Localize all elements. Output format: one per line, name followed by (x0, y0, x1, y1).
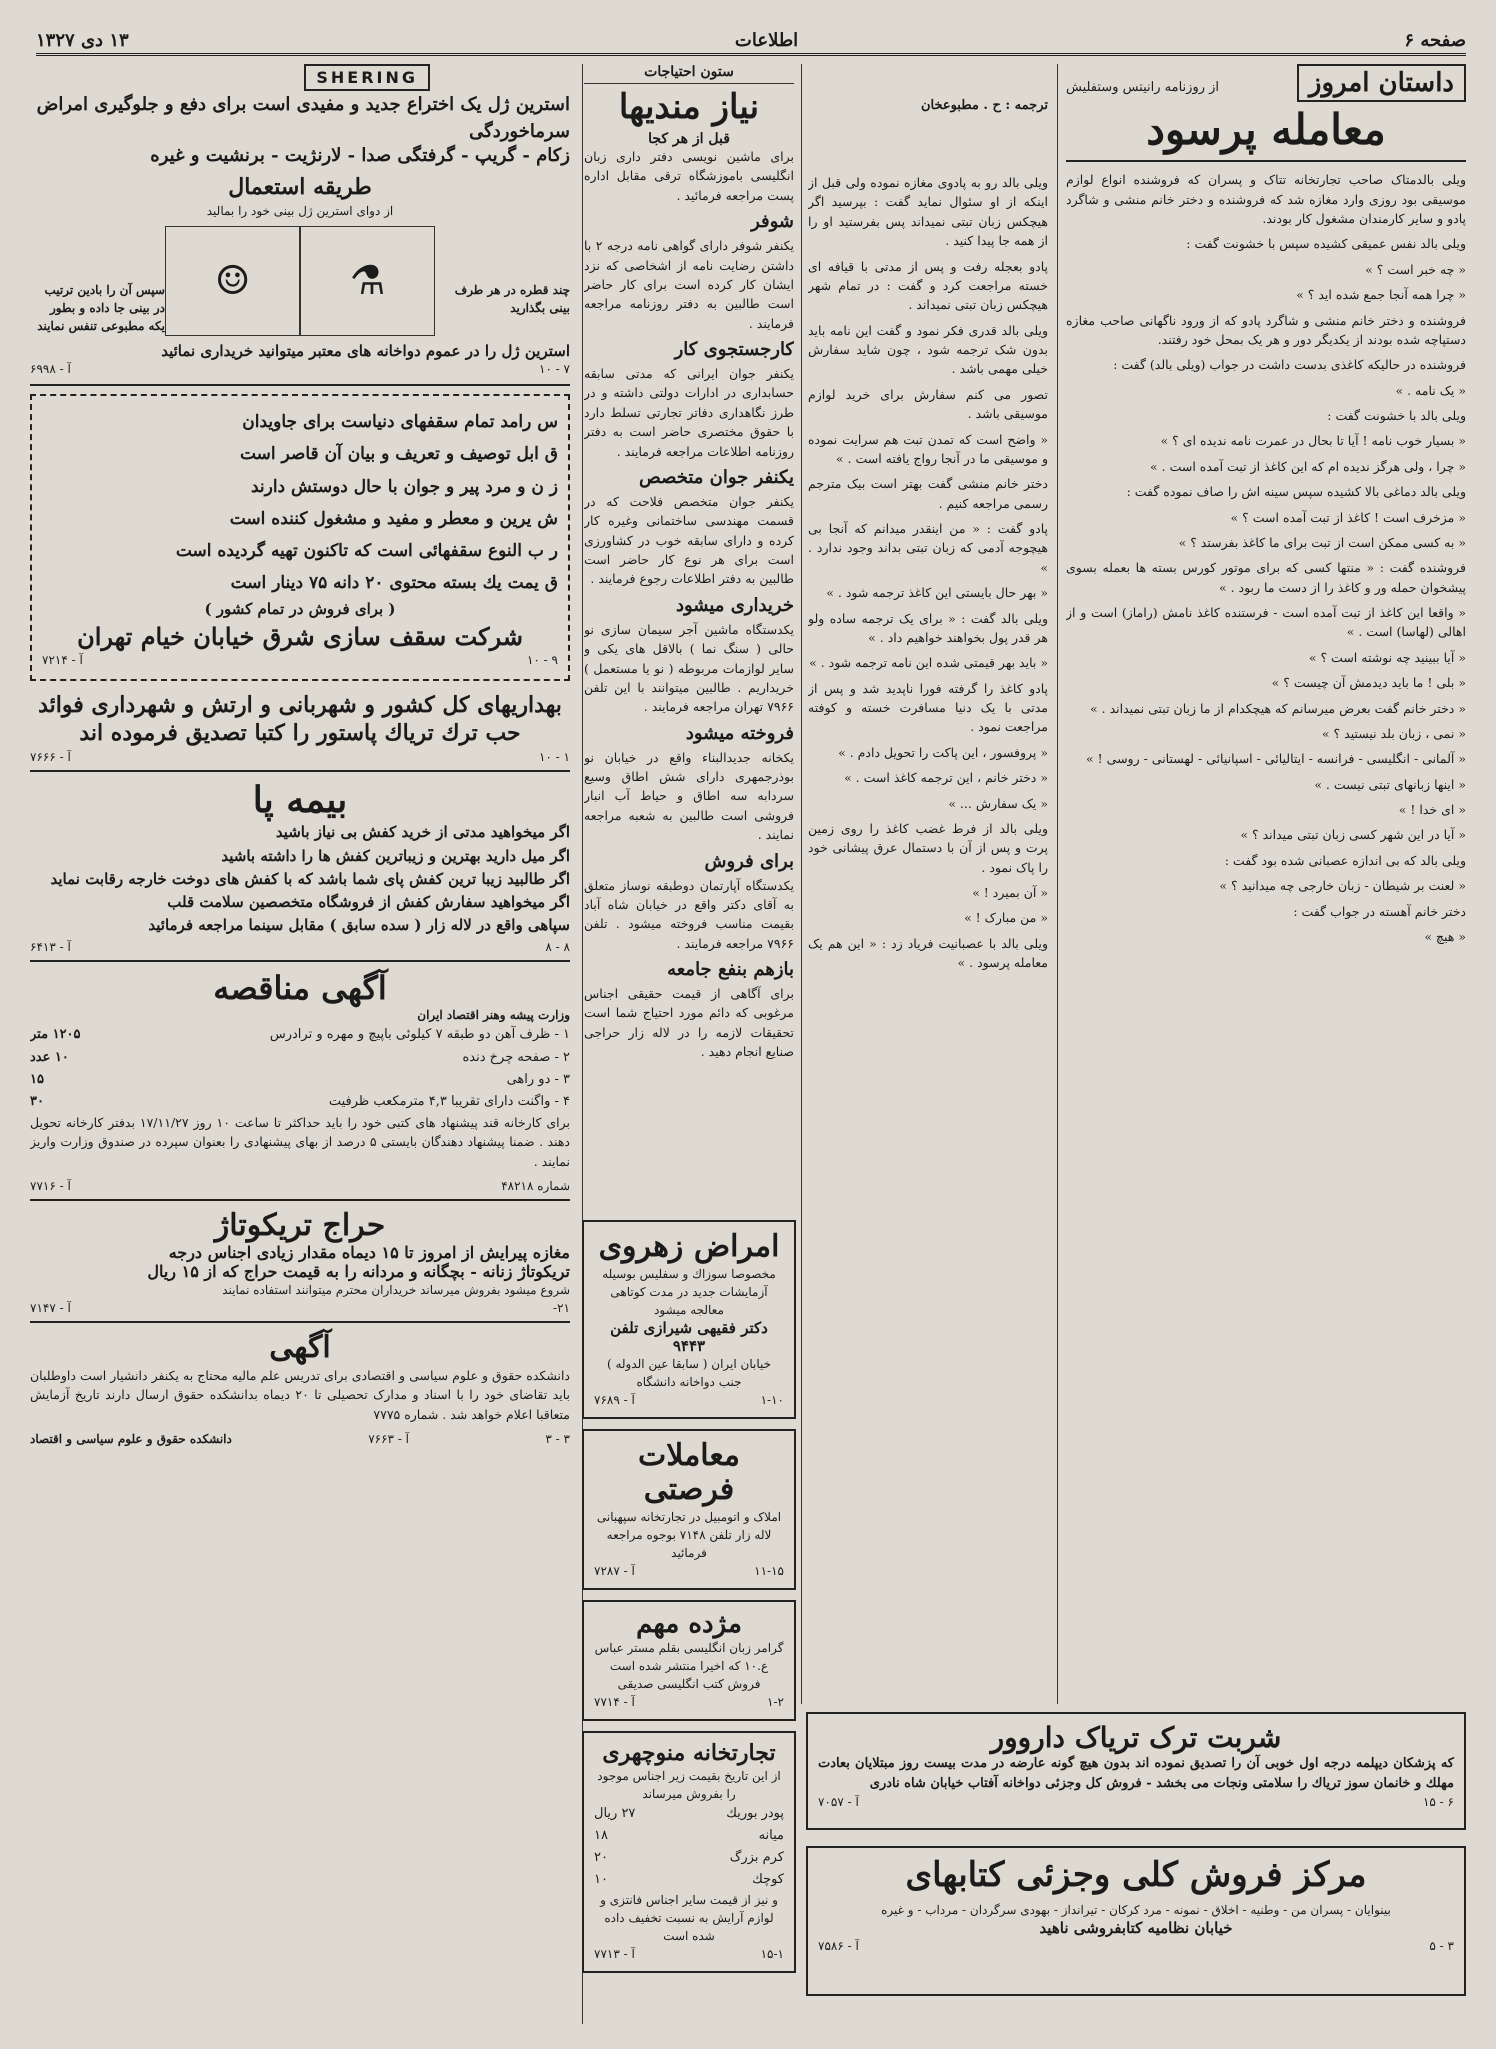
page-number: صفحه ۶ (1404, 30, 1466, 51)
nose-icon: ☺ (165, 226, 300, 336)
good-news-ref: آ - ۷۷۱۴ (594, 1695, 635, 1710)
sale-ad (30, 1209, 570, 1324)
aspirin-ad (30, 64, 570, 386)
story-column (1066, 64, 1466, 1704)
deals-ref: آ - ۷۲۸۷ (594, 1563, 635, 1578)
sale-line3: شروع میشود بفروش میرساند خریداران محترم میتوانند استفاده نمایند (222, 1283, 570, 1298)
sale-title: حراج تریکوتاژ (214, 1207, 386, 1243)
story-paragraph: پادو بعجله رفت و پس از مدتی با قیافه ای خسته مراجعت کرد و گفت : در تمام شهر هیچکس زبان تبتی نمیداند . (808, 258, 1048, 313)
price-row (594, 1803, 784, 1825)
story-paragraph: ویلی بالد با عصبانیت فریاد زد : « این هم یک معامله پرسود . » (808, 935, 1048, 971)
column-rule (801, 64, 802, 1704)
story-paragraph: دختر خانم آهسته در جواب گفت : (1293, 903, 1466, 919)
tender-title: آگهی مناقصه (213, 968, 387, 1007)
roof-list (42, 406, 558, 600)
story-paragraph: « دختر خانم ، این ترجمه کاغذ است . » (844, 770, 1048, 786)
shop-code: ۱۵-۱ (760, 1947, 784, 1962)
story-paragraph: « بهر حال بایستی این کاغذ ترجمه شود . » (826, 585, 1048, 601)
shop-text: از این تاریخ بقیمت زیر اجناس موجود را بفروش میرساند (597, 1768, 781, 1801)
story-paragraph: « آن بمیرد ! » (972, 885, 1048, 900)
insurance-title: بیمه پا (252, 778, 348, 821)
tender-item-qty: ۳۰ (30, 1093, 44, 1109)
sherbet-text: که پزشکان دیپلمه درجه اول خوبی آن را تصدیق نموده اند بدون هیچ گونه عارضه در مدت بیست روز مبتلایان بعادت مهلك و خانمان سوز تریاك را سلامتی ونجات می بخشد - فروش کل وجزئی دواخانه آفتاب خیابان شاه نادری (818, 1756, 1454, 1791)
roof-ref: آ - ۷۲۱۴ (42, 652, 83, 667)
sale-ref: آ - ۷۱۴۷ (30, 1301, 71, 1316)
roof-company: شرکت سقف سازی شرق خیابان خیام تهران (77, 621, 523, 651)
tender-item (30, 1091, 570, 1113)
aspirin-step-left (30, 281, 165, 335)
sale-line2: تریکوتاژ زنانه - بچگانه و مردانه را به قیمت حراج که از ۱۵ ریال (147, 1262, 570, 1282)
sherbet-ref: آ - ۷۰۵۷ (818, 1795, 859, 1810)
aspirin-logo: SHERING (304, 64, 430, 91)
tender-item (30, 1047, 570, 1069)
classified-item (584, 595, 794, 717)
story-paragraph: پادو گفت : « من اینقدر میدانم که آنجا بی هیچوجه آدمی که زبان تبتی بداند وجود ندارد . » (808, 521, 1048, 575)
insurance-ref: آ - ۶۴۱۳ (30, 939, 71, 954)
story-paragraph: « نمی ، زبان بلد نیستید ؟ » (1321, 725, 1466, 741)
price-row (594, 1847, 784, 1869)
venereal-code: ۱-۱۰ (760, 1392, 784, 1407)
bookstore-ref: آ - ۷۵۸۶ (818, 1939, 859, 1954)
tender-item (30, 1069, 570, 1091)
sale-code: ۲۱- (553, 1301, 570, 1316)
insurance-line: اگر میخواهید سفارش کفش از فروشگاه متخصصین سلامت قلب (167, 893, 570, 912)
shop-price-list (594, 1803, 784, 1891)
notice-text: دانشکده حقوق و علوم سیاسی و اقتصادی برای تدریس علم مالیه محتاج به یکنفر دانشیار است داوطلبان باید تقاضای خود را با اسناد و مدارک تحصیلی تا ۲۰ دیماه بدانشکده حقوق ارسال دارند تاریخ آزمایش متعاقبا اعلام خواهد شد . شماره ۷۷۷۵ (30, 1367, 570, 1422)
issue-date: ۱۳ دی ۱۳۲۷ (36, 30, 129, 51)
classifieds-list (584, 211, 794, 1061)
good-news-ad (582, 1600, 796, 1722)
sale-line1: مغازه پیرایش از امروز تا ۱۵ دیماه مقدار زیادی اجناس درجه (168, 1243, 570, 1263)
tender-code: شماره ۴۸۲۱۸ (501, 1178, 570, 1193)
story-paragraph: « چرا ، ولی هرگز ندیده ام که این کاغذ از تبت آمده است . » (1150, 458, 1466, 474)
shop-ref: آ - ۷۷۱۳ (594, 1947, 635, 1962)
classified-item (584, 723, 794, 845)
price-item-value: ۱۰ (594, 1871, 608, 1887)
classified-heading: کارجستجوی کار (674, 339, 794, 361)
roof-line: ش یرین و معطر و مفید و مشغول کننده است (229, 508, 558, 529)
middle-ads (582, 1220, 796, 2010)
classified-heading: یکنفر جوان متخصص (639, 466, 794, 488)
price-item-name: کوچك (752, 1871, 784, 1887)
tender-item-qty: ۱۲۰۵ متر (30, 1027, 81, 1043)
story-paragraph: ویلی بالد نفس عمیقی کشیده سپس با خشونت گفت : (1186, 236, 1466, 252)
bookstore-ad (806, 1846, 1466, 1996)
story-paragraph: « اینها زبانهای تبتی نیست . » (1314, 776, 1466, 792)
classified-item (584, 959, 794, 1062)
classified-text: یکدستگاه ماشین آجر سیمان سازی نو حالی ( سنگ نما ) بالاقل های یکی و سایر لوازمات مربوطه ( نو یا مستعمل ) خریداریم . طالبین میتوانند با این تلفن ۷۹۶۶ تهران مراجعه فرمایند . (584, 621, 794, 715)
column-rule (1057, 64, 1058, 1704)
tender-item-qty: ۱۰ عدد (30, 1049, 69, 1065)
classified-heading: خریداری میشود (675, 594, 794, 616)
story-paragraph: « بسیار خوب نامه ! آیا تا بحال در عمرت نامه ندیده ای ؟ » (1160, 433, 1466, 449)
price-item-name: میانه (758, 1827, 784, 1843)
tender-item-text: ۱ - ظرف آهن دو طبقه ۷ کیلوئی باپیچ و مهره و ترادرس (269, 1027, 570, 1043)
tender-item-text: ۳ - دو راهی (506, 1071, 570, 1087)
venereal-text: مخصوصا سوزاك و سفلیس بوسیله آزمایشات جدید در مدت کوتاهی معالجه میشود (602, 1266, 776, 1317)
venereal-ad (582, 1220, 796, 1419)
story-body-continued (808, 173, 1048, 973)
price-row (594, 1869, 784, 1891)
roof-ad (30, 394, 570, 681)
story-paragraph: « چرا همه آنجا جمع شده اید ؟ » (1296, 287, 1466, 303)
price-item-value: ۲۷ ریال (594, 1805, 636, 1821)
insurance-code: ۸ - ۸ (545, 939, 570, 954)
classified-text: یکخانه جدیدالبناء واقع در خیابان نو بوذرجمهری دارای شش اطاق وسیع سردابه سه اطاق و حیاط آب انبار فروشی است طالبین به شعبه مراجعه نمایند . (584, 749, 794, 843)
tender-ref: آ - ۷۷۱۶ (30, 1178, 71, 1193)
aspirin-line2: زکام - گریپ - گرفتگی صدا - لارنژیت - برنشیت و غیره (150, 145, 570, 166)
bookstore-title: مرکز فروش کلی وجزئی کتابهای (905, 1855, 1367, 1895)
story-continuation (808, 64, 1048, 1924)
sherbet-ad (806, 1712, 1466, 1832)
classified-text: یکنفر شوفر دارای گواهی نامه درجه ۲ با داشتن رضایت نامه از اشخاصی که نزد ایشان کار کرده است برای کار حاضر است طالبین به دفتر روزنامه مراجعه فرمایند . (584, 238, 794, 331)
story-paragraph: « یک نامه . » (1395, 382, 1466, 398)
bookstore-address: خیابان نظامیه کتابفروشی ناهید (1039, 1919, 1233, 1938)
roof-line: ق ابل توصیف و تعریف و بیان آن قاصر است (239, 444, 558, 465)
story-paragraph: ویلی بالد با خشونت گفت : (1327, 408, 1466, 424)
story-paragraph: فروشنده و دختر خانم منشی و شاگرد پادو که از ورود ناگهانی صاحب مغازه دستپاچه شده بودند از یکدیگر دور و هر یک بمحل خود رفتند. (1066, 312, 1466, 347)
aspirin-code: ۷ - ۱۰ (538, 362, 570, 376)
sherbet-code: ۶ - ۱۵ (1422, 1795, 1454, 1810)
story-paragraph: ویلی بالدمتاک صاحب تجارتخانه تتاک و پسران که فروشنده انواع لوازم موسیقی بود روزی وارد مغازه شد که فروشنده و دختر خانم منشی و شاگرد پادو و سایر کارمندان مشغول کار بودند. (1066, 172, 1466, 227)
price-item-value: ۱۸ (594, 1827, 608, 1843)
roof-note: ( برای فروش در تمام کشور ) (204, 599, 396, 618)
institute-code: ۱ - ۱۰ (538, 749, 570, 764)
story-paragraph: « هیچ » (1424, 928, 1466, 944)
story-body (1066, 170, 1466, 946)
classified-item (584, 339, 794, 461)
classified-heading: شوفر (751, 211, 794, 233)
aspirin-footer: استرین ژل را در عموم دواخانه های معتبر میتوانید خریداری نمائید (161, 342, 570, 360)
aspirin-how-text: از دوای استرین ژل بینی خود را بمالید (206, 204, 394, 218)
story-paragraph: ویلی بالد که بی اندازه عصبانی شده بود گفت : (1224, 852, 1466, 868)
bookstore-code: ۳ - ۵ (1429, 1939, 1454, 1954)
story-paragraph: « من مبارک ! » (964, 910, 1048, 926)
institute-ad (30, 691, 570, 772)
story-section-title: داستان امروز (1297, 64, 1466, 102)
roof-code: ۹ - ۱۰ (526, 652, 558, 667)
venereal-address: خیابان ایران ( سابقا عین الدوله ) جنب دواخانه دانشگاه (606, 1356, 772, 1389)
deals-text: املاک و اتومبیل در تجارتخانه سپهبانی لاله زار تلفن ۷۱۴۸ بوجوه مراجعه فرمائید (596, 1509, 782, 1560)
story-paragraph: « لعنت بر شیطان - زبان خارجی چه میدانید ؟ » (1219, 878, 1466, 894)
classified-text: یکنفر جوان ایرانی که مدتی سابقه حسابداری در ادارات دولتی داشته و در طرز نگاهداری دفاتر تجارتی تسلط دارد با حقوق مختصری حاضر است به دفتر روزنامه اطلاعات مراجعه فرمایند . (584, 366, 794, 459)
deals-code: ۱۱-۱۵ (754, 1563, 784, 1578)
tender-item-text: ۲ - صفحه چرخ دنده (462, 1049, 570, 1065)
classified-item (584, 211, 794, 333)
story-paragraph: « ای خدا ! » (1398, 802, 1466, 818)
shop-title: تجارتخانه منوچهری (602, 1740, 776, 1767)
price-item-value: ۲۰ (594, 1849, 608, 1865)
tender-org: وزارت پیشه وهنر اقتصاد ایران (417, 1008, 570, 1023)
venereal-title: امراض زهروی (598, 1229, 780, 1264)
classifieds-intro: برای ماشین نویسی دفتر داری زبان انگلیسی باموزشگاه ترقی مقابل اداره پست مراجعه فرمائید . (584, 149, 794, 203)
story-paragraph: فروشنده در حالیکه کاغذی بدست داشت در جواب (ویلی بالد) گفت : (1113, 357, 1466, 373)
classified-item (584, 467, 794, 589)
insurance-line: سپاهی واقع در لاله زار ( سده سابق ) مقابل سینما مراجعه فرمائید (148, 916, 570, 935)
deals-title: معاملات فرصتی (638, 1437, 740, 1507)
classified-item (584, 851, 794, 954)
insurance-line: اگر طالبید زیبا ترین کفش پای شما باشد که با کفش های دوخت خارجه رقابت نماید (50, 869, 570, 888)
shop-ad (582, 1731, 796, 1973)
story-source: از روزنامه رانیتس وستفلیش (1066, 80, 1220, 95)
story-paragraph: ویلی بالد گفت : « برای یک ترجمه ساده ولو هر قدر پول بخواهند خواهیم داد . » (808, 610, 1048, 645)
classifieds-subtitle: قبل از هر کجا (648, 131, 730, 148)
story-paragraph: « آلمانی - انگلیسی - فرانسه - ایتالیائی - اسپانیائی - لهستانی - روسی ! » (1086, 751, 1466, 767)
notice-code: ۳ - ۳ (545, 1432, 570, 1447)
good-news-text: گرامر زبان انگلیسی بقلم مستر عباس ع.۱۰ که اخیرا منتشر شده است فروش کتب انگلیسی صدیقی (594, 1641, 784, 1692)
story-paragraph: ویلی بالد از فرط غضب کاغذ را روی زمین پرت و پس از آن با دستمال عرق پیشانی خود را پاک نمود . (808, 820, 1048, 875)
price-item-name: پودر بوریك (726, 1805, 784, 1821)
story-paragraph: « آیا در این شهر کسی زبان تبتی میداند ؟ » (1240, 827, 1466, 843)
good-news-code: ۱-۲ (767, 1695, 784, 1710)
tender-item (30, 1024, 570, 1046)
tender-item-text: ۴ - واگنت دارای تقریبا ۴,۳ مترمکعب ظرفیت (328, 1093, 570, 1109)
insurance-line: اگر میخواهید مدتی از خرید کفش بی نیاز باشید (275, 823, 570, 842)
page-header (36, 28, 1466, 56)
notice-ad (30, 1331, 570, 1448)
story-paragraph: « بلی ! ما باید دیدمش آن چیست ؟ » (1271, 675, 1466, 691)
story-paragraph: « پروفسور ، این پاکت را تحویل دادم . » (838, 744, 1048, 760)
story-paragraph: تصور می کنم سفارش برای خرید لوازم موسیقی باشد . (808, 386, 1048, 422)
story-paragraph: « مزخرف است ! کاغذ از تبت آمده است ؟ » (1230, 509, 1466, 525)
classified-text: برای آگاهی از قیمت حقیقی اجناس مرغوبی که دائم مورد احتیاج شما است تحقیقات لازمه را در لاله زار حراجی صنایع انجام دهید . (584, 986, 794, 1060)
classified-text: یکدستگاه آپارتمان دوطبقه نوساز متعلق به آقای دکتر واقع در خیابان شاه آباد بقیمت مناسب فروخته میشود . تلفن ۷۹۶۶ مراجعه فرمایند . (584, 877, 794, 951)
notice-ref: آ - ۷۶۶۳ (368, 1432, 410, 1447)
story-paragraph: فروشنده گفت : « منتها کسی که برای موتور کورس بسته ها بعمله بسوی پیشخوان حمله ور و کاغذ را از دست ما ربود . » (1066, 560, 1466, 595)
price-row (594, 1825, 784, 1847)
story-paragraph: « واقعا این کاغذ از تبت آمده است - فرستنده کاغذ نامش (راماز) است و از اهالی (لهاسا) است . » (1066, 605, 1466, 640)
classified-heading: فروخته میشود (685, 722, 794, 744)
story-paragraph: « واضح است که تمدن تبت هم سرایت نموده و موسیقی ما در آنجا رواج یافته است . » (808, 431, 1048, 466)
story-paragraph: « دختر خانم گفت بعرض میرسانم که هیچکدام از ما زبان تبتی نمیداند . » (1090, 700, 1466, 716)
aspirin-line1: استرین ژل یک اختراع جدید و مفیدی است برای دفع و جلوگیری امراض سرماخوردگی (36, 94, 570, 142)
roof-line: ز ن و مرد پیر و جوان با حال دوستش دارند (250, 476, 558, 497)
classifieds-title: نیاز مندیها (618, 87, 760, 127)
aspirin-step-left-caption: سپس آن را بادین ترتیب در بینی جا داده و بطور یکه مطبوعی تنفس نمایند (37, 283, 165, 333)
bookstore-items: بینوایان - پسران من - وطنیه - اخلاق - نمونه - مرد کرکان - تیرانداز - بهودی سرگردان - مرداب - و غیره (881, 1903, 1391, 1918)
insurance-line: اگر میل دارید بهترین و زیباترین کفش ها را داشته باشید (221, 846, 570, 865)
price-item-name: کرم بزرگ (729, 1849, 784, 1865)
notice-title: آگهی (269, 1330, 331, 1366)
shop-note: و نیز از قیمت سایر اجناس فانتزی و لوازم آرایش به نسبت تخفیف داده شده است (600, 1893, 778, 1944)
tender-items (30, 1024, 570, 1112)
good-news-title: مژده مهم (636, 1608, 742, 1639)
story-paragraph: « چه خبر است ؟ » (1365, 261, 1466, 277)
tender-body: برای کارخانه قند پیشنهاد های کتبی خود را باید حداکثر تا ساعت ۱۰ روز ۱۷/۱۱/۲۷ بدفتر کارخانه تحویل دهند . ضمنا پیشنهاد دهندگان بایستی ۵ درصد از بهای پیشنهادی را بعنوان سپرده در صندوق وزارت واریز نمایند . (30, 1114, 570, 1169)
sherbet-title: شربت ترک تریاک داروور (990, 1721, 1282, 1754)
story-paragraph: پادو کاغذ را گرفته فورا ناپدید شد و پس از مدتی با یک دنیا مسافرت خسته و کوفته مراجعت نمود . (808, 680, 1048, 735)
story-title: معامله پرسود (1066, 106, 1466, 162)
institute-ref: آ - ۷۶۶۶ (30, 749, 71, 764)
story-paragraph: ویلی بالد قدری فکر نمود و گفت این نامه باید بدون شک ترجمه شود ، چون شاید سفارش خیلی مهمی باشد . (808, 322, 1048, 377)
aspirin-step-right (435, 281, 570, 317)
venereal-doctor: دکتر فقیهی شیرازی تلفن ۹۴۴۳ (610, 1318, 768, 1355)
story-paragraph: « آیا ببینید چه نوشته است ؟ » (1308, 649, 1466, 665)
left-ads-column (30, 64, 570, 2004)
aspirin-step-right-caption: چند قطره در هر طرف بینی بگذارید (454, 283, 570, 315)
roof-line: س رامد تمام سقفهای دنیاست برای جاویدان (242, 412, 558, 432)
aspirin-how-title: طریقه استعمال (228, 174, 372, 200)
deals-ad (582, 1429, 796, 1590)
story-paragraph: « به کسی ممکن است از تبت برای ما کاغذ بفرستد ؟ » (1178, 534, 1466, 550)
tender-ad (30, 970, 570, 1201)
insurance-lines (30, 821, 570, 937)
institute-text: بهداریهای کل کشور و شهربانی و ارتش و شهرداری فوائد حب ترك تریاك پاستور را کتبا تصدیق فرموده اند (38, 691, 562, 747)
story-paragraph: « باید بهر قیمتی شده این نامه ترجمه شود . » (809, 655, 1048, 671)
roof-line: ر ب النوع سقفهائی است که تاکنون تهیه گردیده است (175, 541, 558, 562)
classified-text: یکنفر جوان متخصص فلاحت که در قسمت مهندسی ساختمانی وغیره کار کرده و دارای سابقه خوب در کشاورزی است برای هر نوع کار حاضر است طالبین به دفتر اطلاعات رجوع فرمایند . (584, 493, 794, 587)
story-translator: ترجمه : ح . مطبوعخان (920, 98, 1048, 113)
dropper-icon: ⚗ (300, 226, 435, 336)
notice-signature: دانشکده حقوق و علوم سیاسی و اقتصاد (30, 1432, 232, 1447)
classifieds-column-title: ستون احتیاجات (584, 64, 794, 84)
story-paragraph: « یک سفارش ... » (948, 795, 1048, 811)
roof-line: ق یمت یك بسته محتوی ۲۰ دانه ۷۵ دینار است (230, 573, 558, 594)
aspirin-ref: آ - ۶۹۹۸ (30, 362, 71, 376)
classified-heading: بازهم بنفع جامعه (667, 959, 794, 981)
classified-heading: برای فروش (704, 850, 794, 872)
newspaper-name: اطلاعات (734, 30, 799, 51)
story-paragraph: ویلی بالد دماغی بالا کشیده سپس سینه اش را صاف نموده گفت : (1126, 484, 1466, 500)
story-paragraph: ویلی بالد رو به پادوی مغازه نموده ولی قبل از اینکه از او سئوال نماید گفت : بپرسید اگر هیچکس زبان تبتی نمیداند پس بفرستید او را از همه جا پیدا کنید . (808, 175, 1048, 249)
insurance-ad (30, 780, 570, 962)
venereal-ref: آ - ۷۶۸۹ (594, 1392, 635, 1407)
story-paragraph: دختر خانم منشی گفت بهتر است بیک مترجم رسمی مراجعه کنیم . (808, 476, 1048, 511)
tender-item-qty: ۱۵ (30, 1071, 44, 1087)
